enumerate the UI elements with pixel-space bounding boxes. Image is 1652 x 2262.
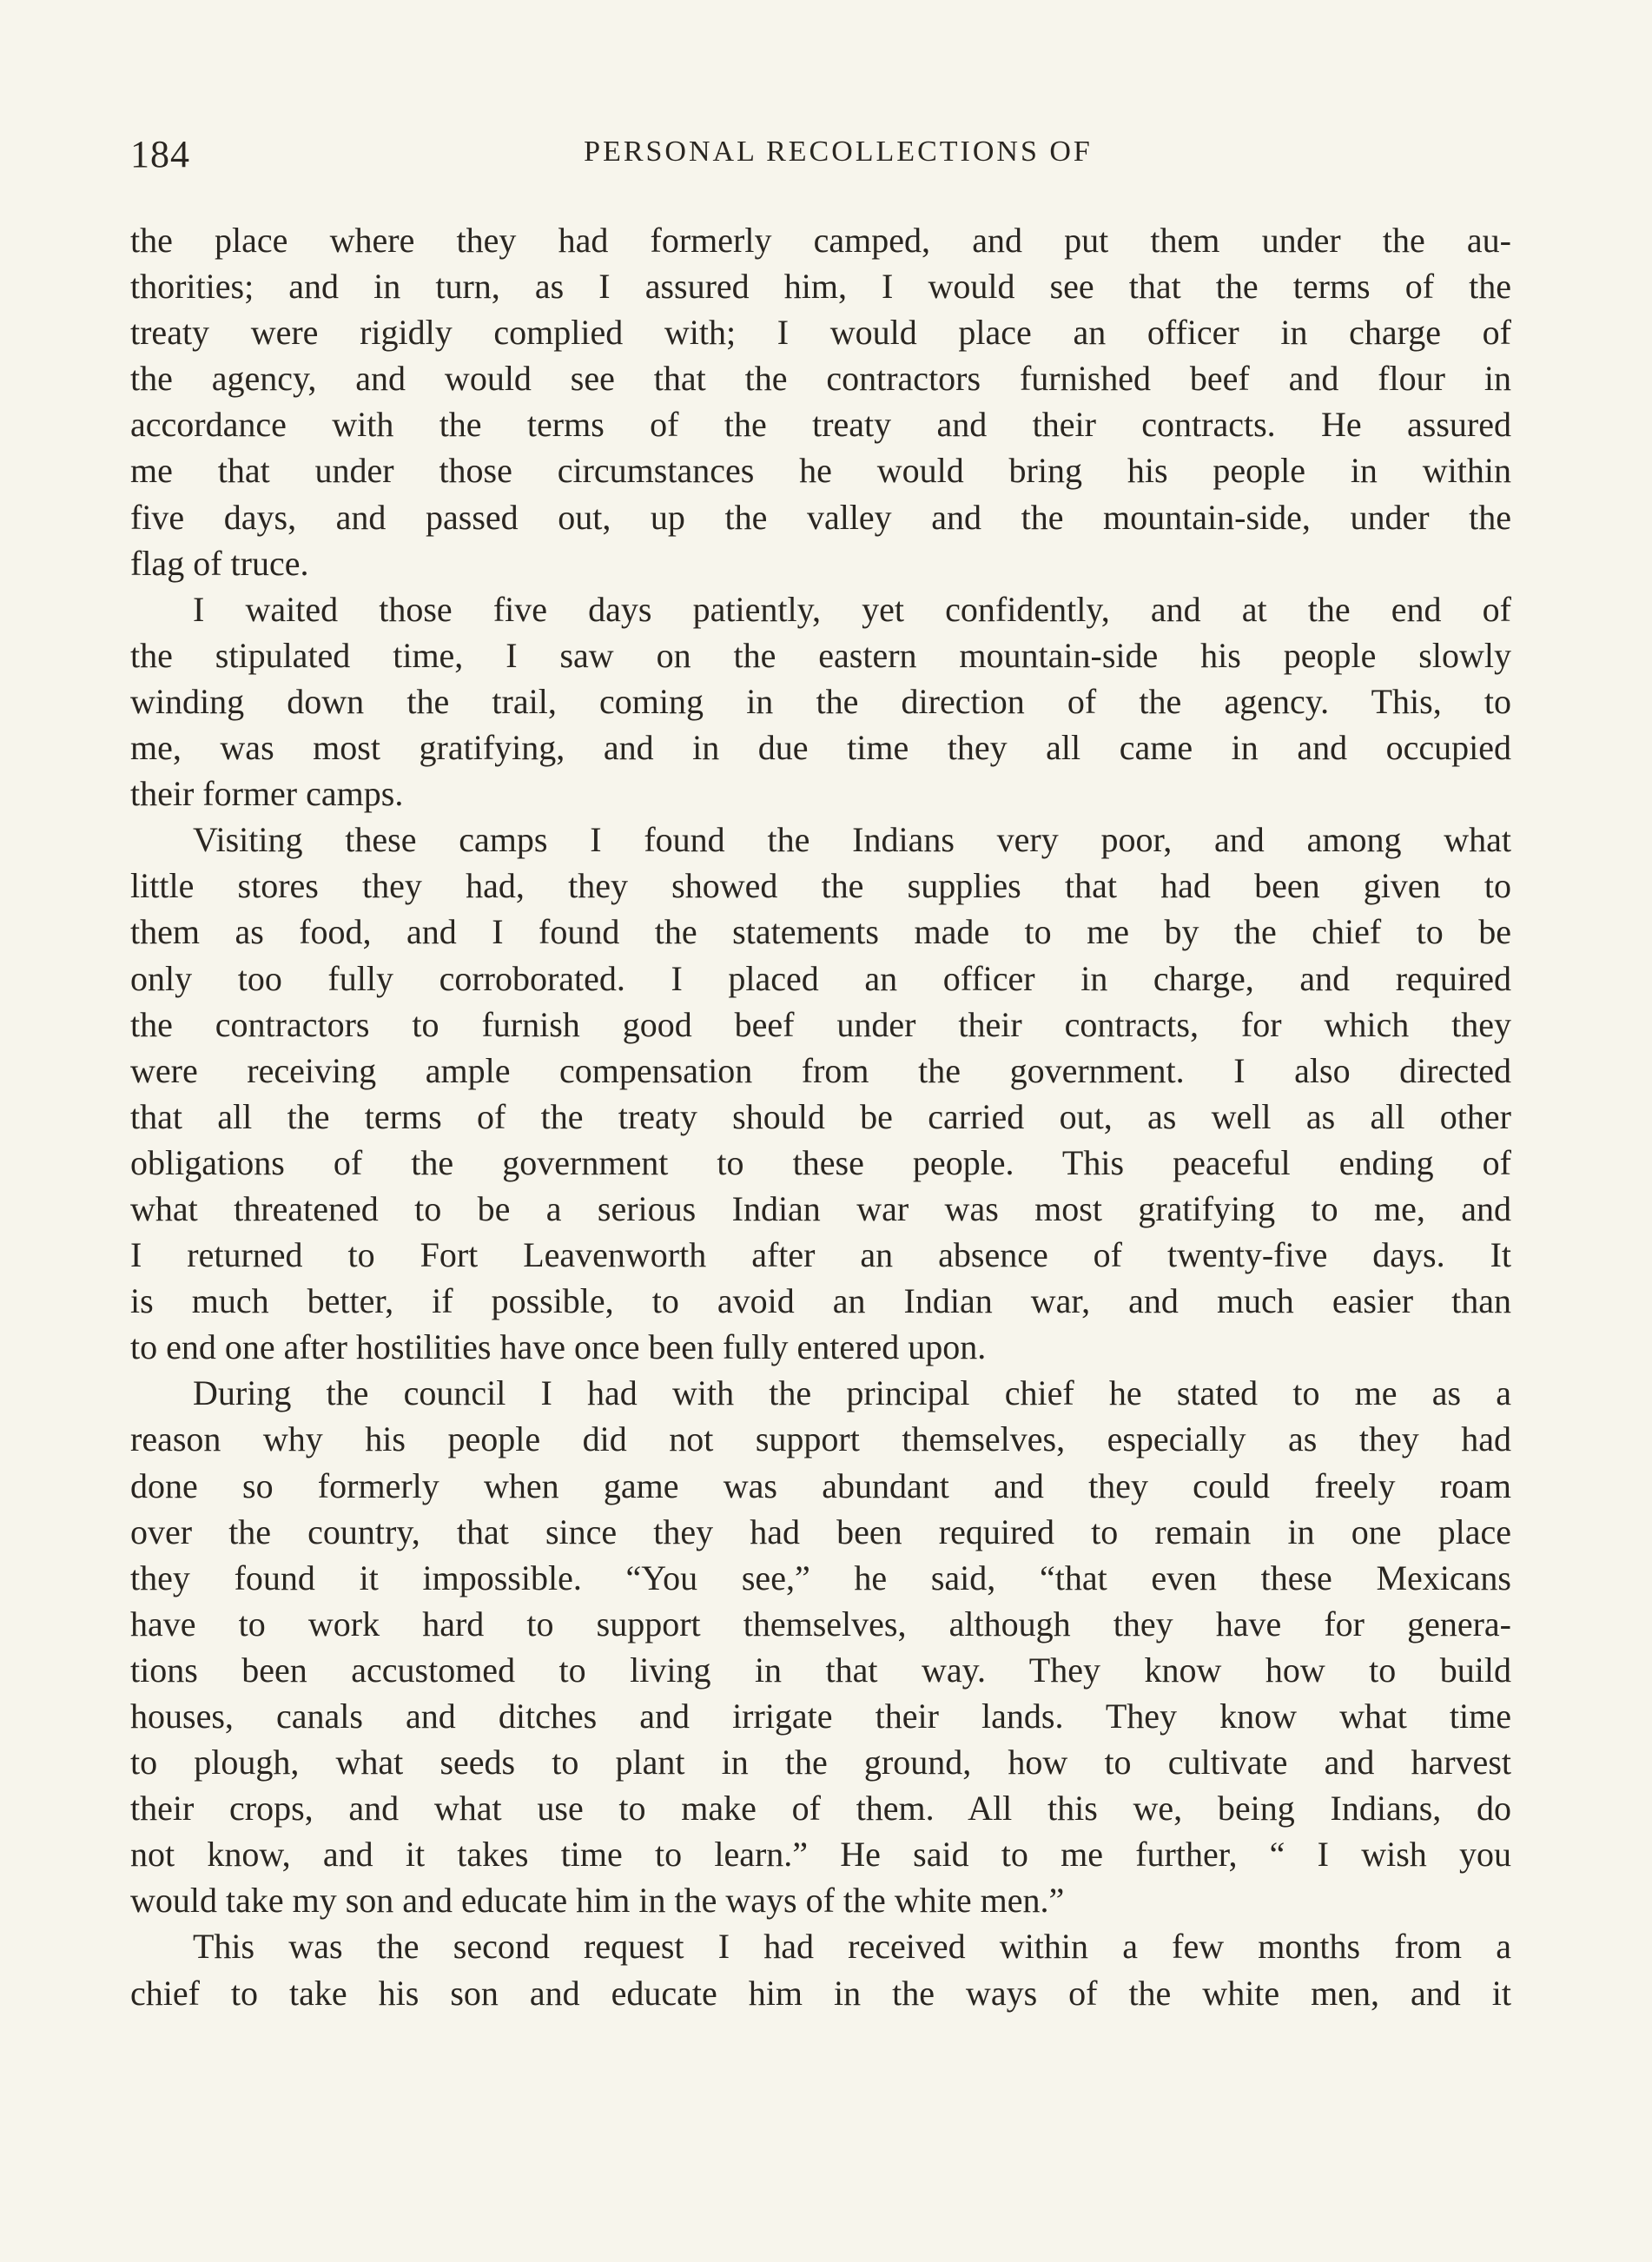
text-line: were receiving ample compensation from the government. I also directed xyxy=(130,1050,1511,1090)
text-line: treaty were rigidly complied with; I would place an officer in charge of xyxy=(130,313,1511,353)
body-text xyxy=(130,217,1511,2016)
text-line: accordance with the terms of the treaty and their contracts. He assured xyxy=(130,405,1511,445)
text-line: me, was most gratifying, and in due time they all came in and occupied xyxy=(130,728,1511,768)
text-line: me that under those circumstances he would bring his people in within xyxy=(130,451,1511,491)
text-line: tions been accustomed to living in that way. They know how to build xyxy=(130,1650,1511,1690)
paragraph-first-line: During the council I had with the principal chief he stated to me as a xyxy=(193,1373,1511,1413)
text-line: over the country, that since they had been required to remain in one place xyxy=(130,1511,1511,1551)
text-line: not know, and it takes time to learn.” He said to me further, “ I wish you xyxy=(130,1835,1511,1875)
text-line: thorities; and in turn, as I assured him, I would see that the terms of the xyxy=(130,267,1511,307)
text-line: would take my son and educate him in the ways of the white men.” xyxy=(130,1881,1065,1921)
text-line: the contractors to furnish good beef under their contracts, for which they xyxy=(130,1004,1511,1044)
text-line: that all the terms of the treaty should be carried out, as well as all other xyxy=(130,1096,1511,1136)
text-line: what threatened to be a serious Indian war was most gratifying to me, and xyxy=(130,1188,1511,1228)
running-title: PERSONAL RECOLLECTIONS OF xyxy=(584,136,1093,168)
paragraph-first-line: I waited those five days patiently, yet confidently, and at the end of xyxy=(193,589,1511,629)
running-head xyxy=(130,132,1511,184)
text-line: their former camps. xyxy=(130,774,404,814)
page-number: 184 xyxy=(130,133,190,175)
text-line: they found it impossible. “You see,” he said, “that even these Mexicans xyxy=(130,1558,1511,1597)
text-line: to plough, what seeds to plant in the ground, how to cultivate and harvest xyxy=(130,1743,1511,1782)
text-line: winding down the trail, coming in the direction of the agency. This, to xyxy=(130,681,1511,721)
text-line: them as food, and I found the statements made to me by the chief to be xyxy=(130,912,1511,952)
text-line: five days, and passed out, up the valley and the mountain-side, under the xyxy=(130,497,1511,537)
text-line: the place where they had formerly camped, and put them under the au- xyxy=(130,221,1511,260)
text-line: to end one after hostilities have once been fully entered upon. xyxy=(130,1327,987,1367)
text-line: is much better, if possible, to avoid an Indian war, and much easier than xyxy=(130,1281,1511,1321)
paragraph-first-line: Visiting these camps I found the Indians very poor, and among what xyxy=(193,820,1511,860)
text-line: houses, canals and ditches and irrigate their lands. They know what time xyxy=(130,1696,1511,1736)
text-line: have to work hard to support themselves, although they have for genera- xyxy=(130,1604,1511,1644)
text-line: reason why his people did not support themselves, especially as they had xyxy=(130,1419,1511,1459)
text-line: done so formerly when game was abundant and they could freely roam xyxy=(130,1465,1511,1505)
text-line: the stipulated time, I saw on the eastern mountain-side his people slowly xyxy=(130,635,1511,675)
text-line: little stores they had, they showed the supplies that had been given to xyxy=(130,866,1511,906)
text-line: the agency, and would see that the contractors furnished beef and flour in xyxy=(130,359,1511,399)
text-line: their crops, and what use to make of them. All this we, being Indians, do xyxy=(130,1789,1511,1829)
text-line: I returned to Fort Leavenworth after an absence of twenty-five days. It xyxy=(130,1235,1511,1275)
text-line: chief to take his son and educate him in the ways of the white men, and it xyxy=(130,1973,1511,2013)
paragraph-first-line: This was the second request I had received within a few months from a xyxy=(193,1927,1511,1967)
text-line: flag of truce. xyxy=(130,543,309,583)
text-line: only too fully corroborated. I placed an officer in charge, and required xyxy=(130,958,1511,998)
text-line: obligations of the government to these people. This peaceful ending of xyxy=(130,1142,1511,1182)
